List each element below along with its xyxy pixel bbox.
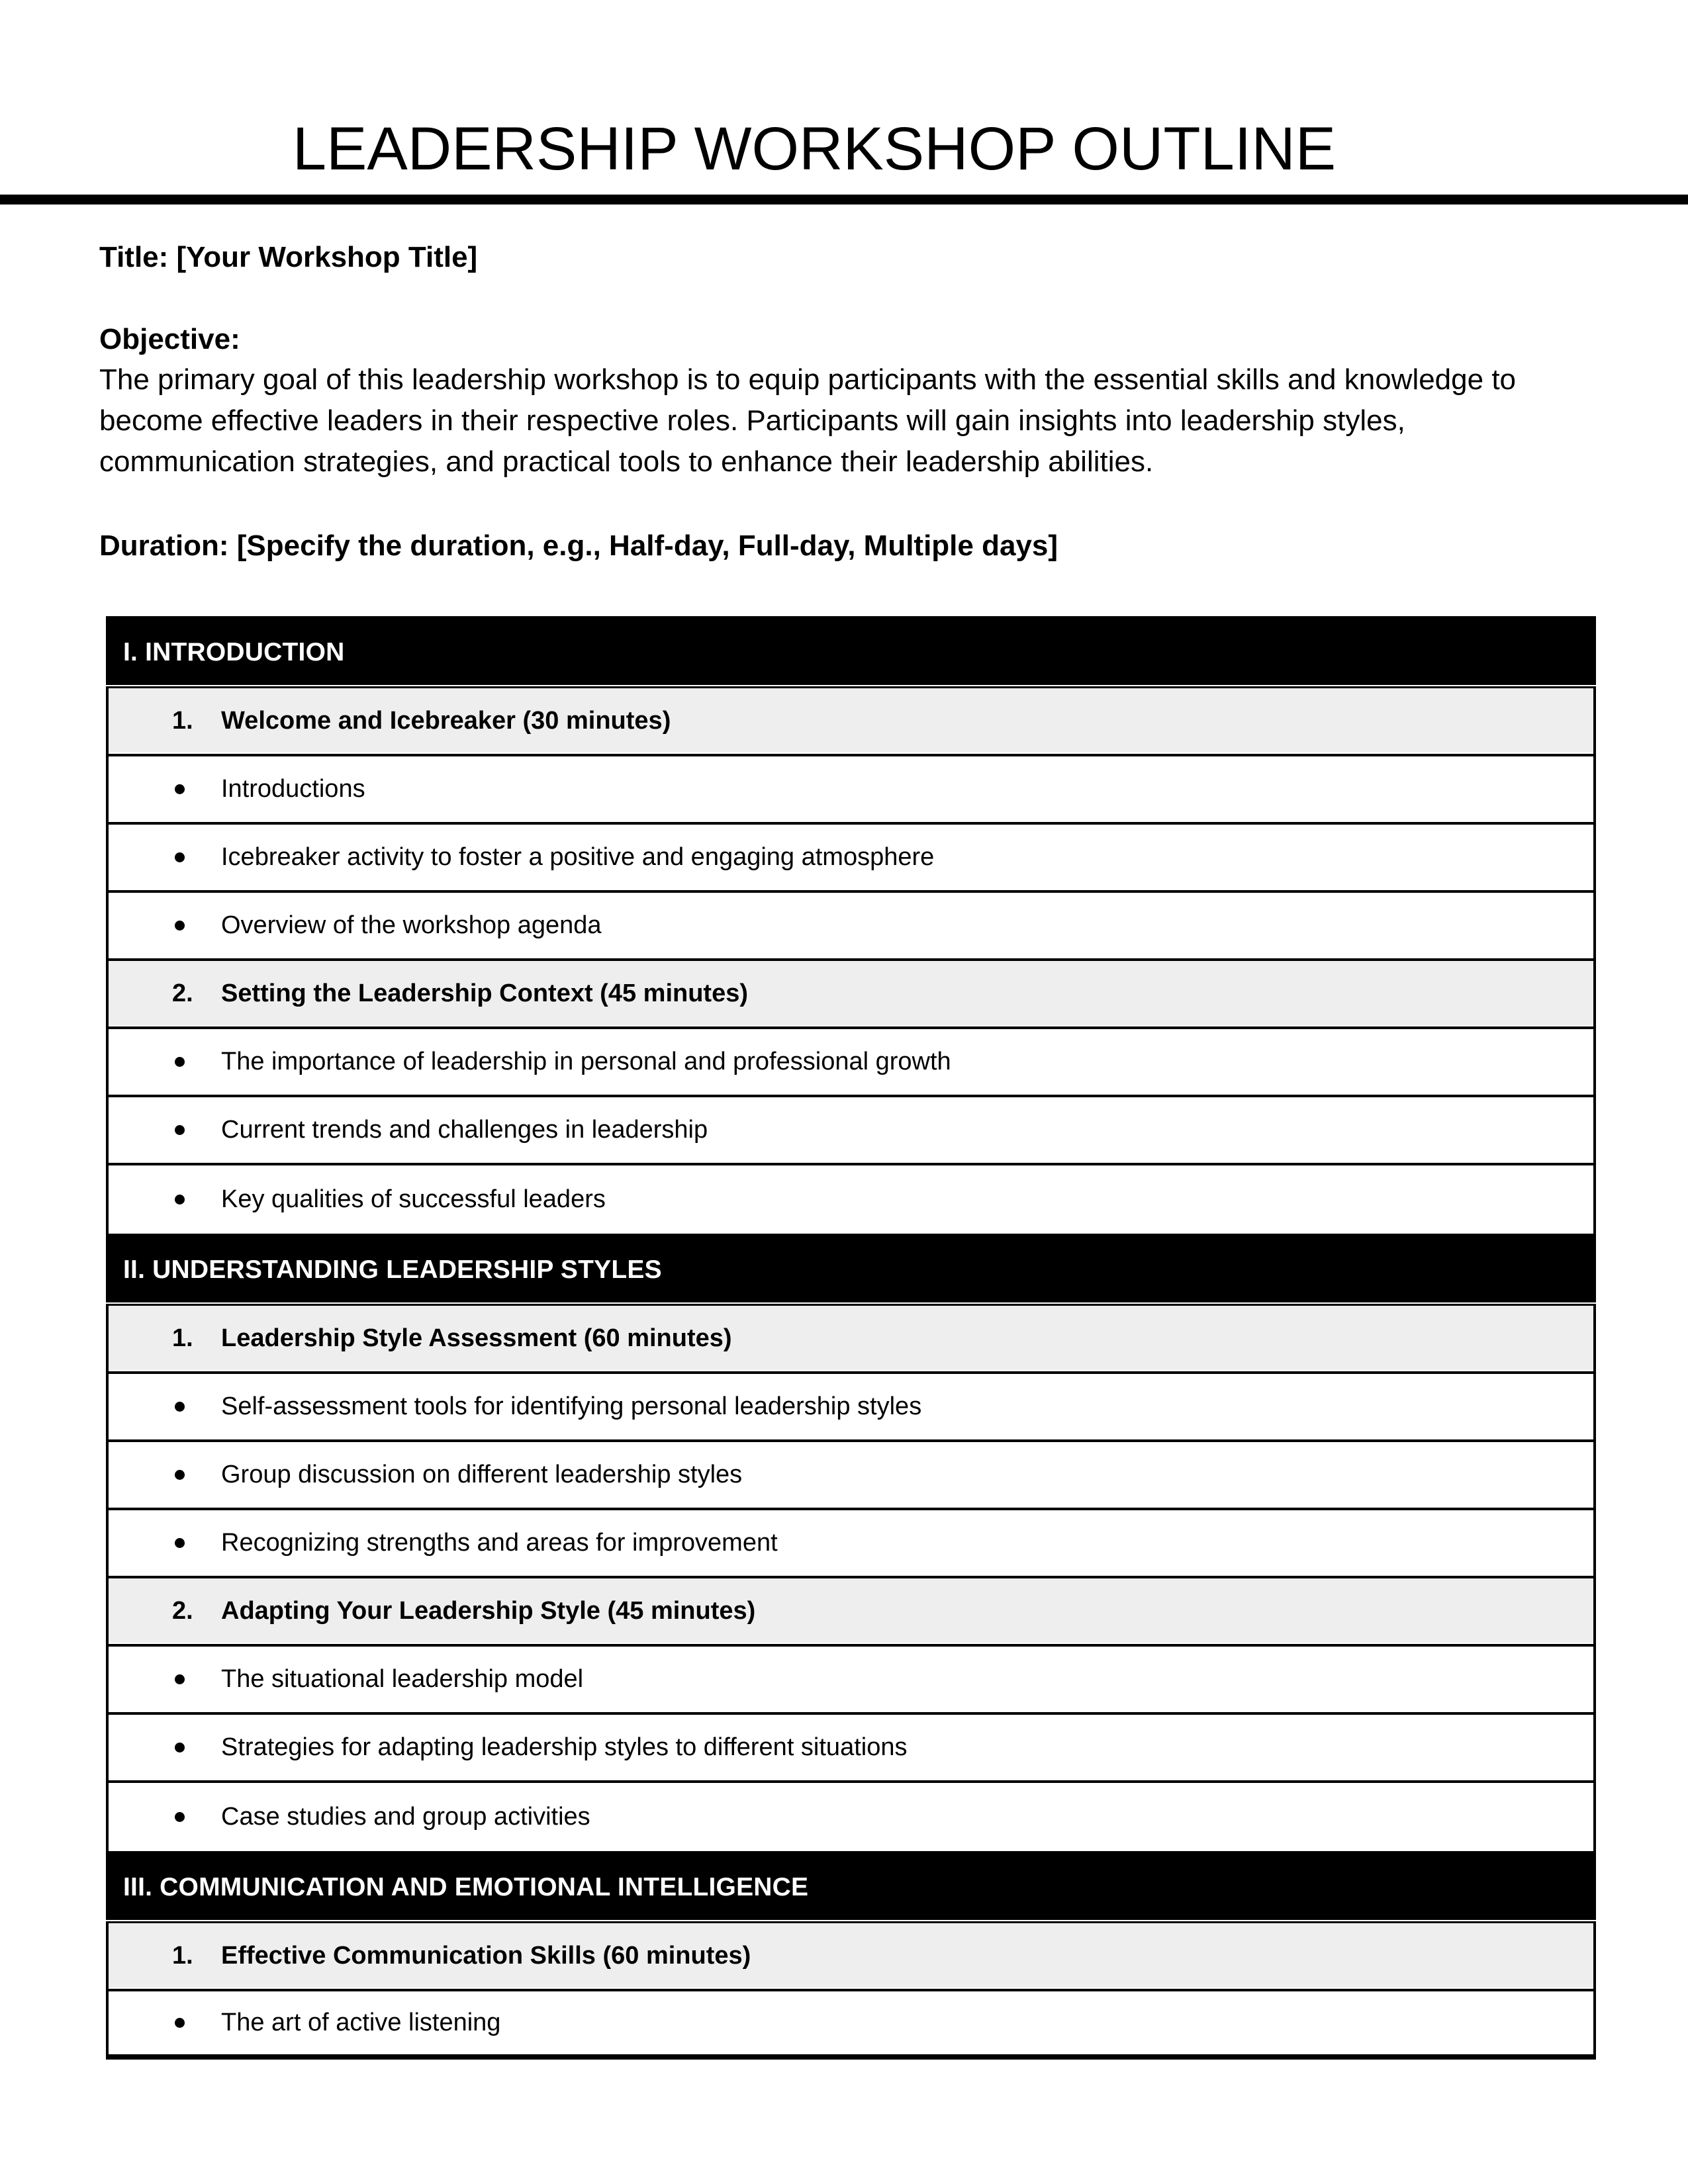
subsection-label: Leadership Style Assessment (60 minutes) [221, 1324, 732, 1352]
list-item [109, 893, 1593, 961]
subsection-number: 1. [172, 707, 193, 735]
list-item-label: Icebreaker activity to foster a positive and engaging atmosphere [221, 843, 935, 871]
section-label: I. INTRODUCTION [123, 637, 345, 666]
section-header-introduction [106, 616, 1596, 688]
list-item-label: The importance of leadership in personal and professional growth [221, 1048, 951, 1075]
objective-text: The primary goal of this leadership workshop is to equip participants with the essential skills and knowledge to become effective leaders in their respective roles. Participants will gain insights into leadership styles, communication strategies, and practical tools to enhance their leadership abilities. [99, 363, 1517, 478]
bullet-icon [175, 921, 185, 931]
list-item-label: The art of active listening [221, 2009, 501, 2036]
subsection-number: 2. [172, 979, 193, 1007]
list-item-label: The situational leadership model [221, 1665, 584, 1693]
list-item [109, 1715, 1593, 1783]
bullet-icon [175, 1812, 185, 1822]
list-item [109, 1991, 1593, 2057]
section-label: II. UNDERSTANDING LEADERSHIP STYLES [123, 1255, 662, 1284]
subsection-row [109, 1306, 1593, 1374]
bullet-icon [175, 1538, 185, 1548]
list-item-label: Group discussion on different leadership styles [221, 1461, 743, 1488]
section-label: III. COMMUNICATION AND EMOTIONAL INTELLIGENCE [123, 1872, 809, 1901]
list-item-label: Key qualities of successful leaders [221, 1185, 606, 1213]
list-item [109, 1510, 1593, 1578]
list-item [109, 1165, 1593, 1234]
list-item-label: Self-assessment tools for identifying personal leadership styles [221, 1392, 922, 1420]
list-item-label: Overview of the workshop agenda [221, 911, 602, 939]
subsection-row [109, 688, 1593, 756]
bullet-icon [175, 784, 185, 794]
subsection-number: 1. [172, 1942, 193, 1970]
bullet-icon [175, 1743, 185, 1752]
bullet-icon [175, 852, 185, 862]
subsection-row [109, 961, 1593, 1029]
page-title: LEADERSHIP WORKSHOP OUTLINE [292, 115, 1336, 183]
subsection-number: 1. [172, 1324, 193, 1352]
list-item-label: Strategies for adapting leadership styles to different situations [221, 1733, 908, 1761]
subsection-label: Adapting Your Leadership Style (45 minutes) [221, 1597, 756, 1625]
subsection-row [109, 1578, 1593, 1647]
workshop-title-line: Title: [Your Workshop Title] [99, 241, 478, 273]
list-item [109, 825, 1593, 893]
section-header-communication [106, 1851, 1596, 1923]
title-divider [0, 195, 1688, 205]
subsection-number: 2. [172, 1597, 193, 1625]
list-item-label: Recognizing strengths and areas for improvement [221, 1529, 778, 1557]
subsection-label: Effective Communication Skills (60 minutes) [221, 1942, 751, 1970]
list-item-label: Introductions [221, 775, 365, 803]
bullet-icon [175, 1402, 185, 1412]
list-item-label: Current trends and challenges in leadership [221, 1116, 708, 1144]
subsection-label: Welcome and Icebreaker (30 minutes) [221, 707, 671, 735]
list-item [109, 1783, 1593, 1851]
list-item [109, 1029, 1593, 1097]
duration-line: Duration: [Specify the duration, e.g., Half-day, Full-day, Multiple days] [99, 529, 1058, 562]
bullet-icon [175, 1470, 185, 1480]
outline-table [106, 616, 1596, 2060]
list-item-label: Case studies and group activities [221, 1803, 590, 1831]
bullet-icon [175, 1195, 185, 1205]
list-item [109, 1097, 1593, 1165]
subsection-row [109, 1923, 1593, 1991]
list-item [109, 1442, 1593, 1510]
objective-label: Objective: [99, 323, 240, 355]
list-item [109, 1374, 1593, 1442]
subsection-label: Setting the Leadership Context (45 minutes) [221, 979, 748, 1007]
list-item [109, 756, 1593, 825]
bullet-icon [175, 1125, 185, 1135]
list-item [109, 1647, 1593, 1715]
bullet-icon [175, 1674, 185, 1684]
section-header-leadership-styles [106, 1234, 1596, 1306]
bullet-icon [175, 2018, 185, 2028]
bullet-icon [175, 1057, 185, 1067]
